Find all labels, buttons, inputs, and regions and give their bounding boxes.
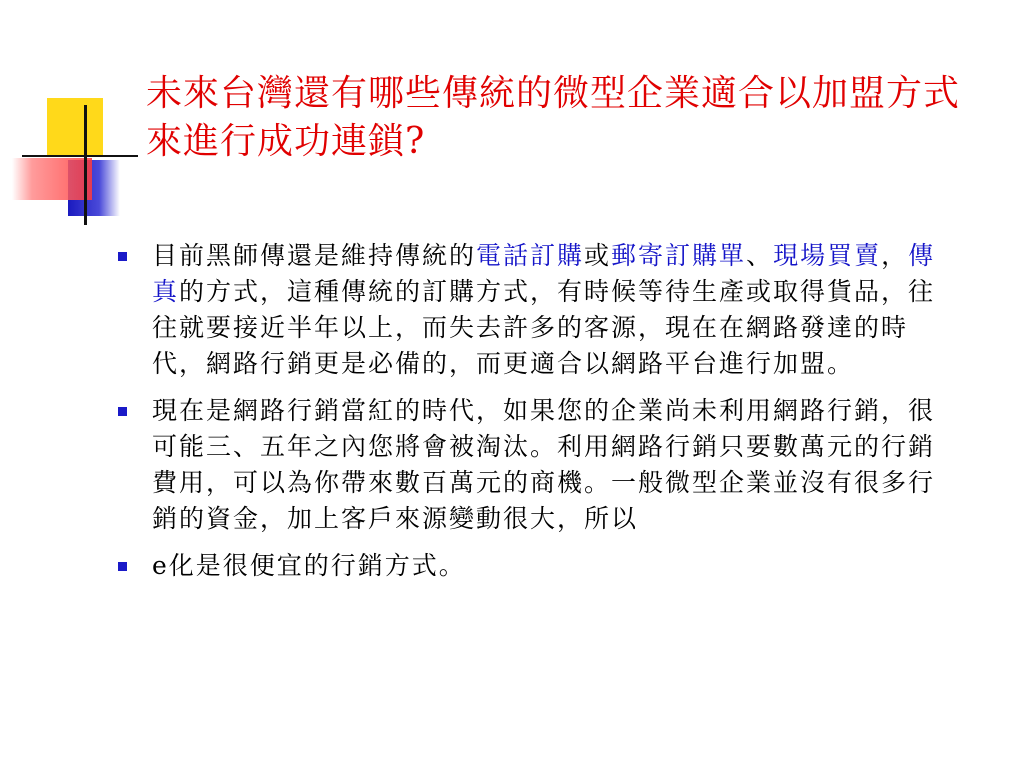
bullet-2-text: 現在是網路行銷當紅的時代，如果您的企業尚未利用網路行銷，很可能三、五年之內您將會被淘汰。利用網路行銷只要數萬元的行銷費用，可以為你帶來數百萬元的商機。一般微型企業並沒有很多行銷的資金，加上客戶來源變動很大，所以 bbox=[152, 396, 936, 533]
highlight-onsite-sale: 現場買賣 bbox=[773, 241, 882, 270]
bullet-item-1 bbox=[112, 238, 942, 382]
bullet-1-text-4: ， bbox=[881, 241, 909, 270]
bullet-item-2 bbox=[112, 393, 942, 537]
decor-red-bar bbox=[12, 158, 92, 200]
bullet-1-text-1: 目前黑師傳還是維持傳統的 bbox=[152, 241, 477, 270]
highlight-fax: 傳真 bbox=[152, 241, 936, 306]
highlight-phone-order: 電話訂購 bbox=[476, 241, 585, 270]
decor-vertical-line bbox=[84, 105, 87, 225]
bullet-list bbox=[112, 238, 942, 595]
square-bullet-icon bbox=[118, 407, 127, 416]
bullet-item-3 bbox=[112, 548, 942, 584]
square-bullet-icon bbox=[118, 252, 127, 261]
bullet-1-text-3: 、 bbox=[746, 241, 774, 270]
bullet-3-text: e化是很便宜的行銷方式。 bbox=[152, 551, 466, 580]
bullet-1-text-2: 或 bbox=[584, 241, 612, 270]
bullet-1-text-5: 的方式，這種傳統的訂購方式，有時候等待生產或取得貨品，往往就要接近半年以上，而失去許多的客源，現在在網路發達的時代，網路行銷更是必備的，而更適合以網路平台進行加盟。 bbox=[152, 277, 936, 378]
highlight-mail-order: 郵寄訂購單 bbox=[611, 241, 747, 270]
square-bullet-icon bbox=[118, 562, 127, 571]
decor-horizontal-line bbox=[22, 155, 138, 157]
slide-title: 未來台灣還有哪些傳統的微型企業適合以加盟方式來進行成功連鎖? bbox=[146, 73, 961, 162]
decor-yellow-square bbox=[47, 98, 103, 156]
